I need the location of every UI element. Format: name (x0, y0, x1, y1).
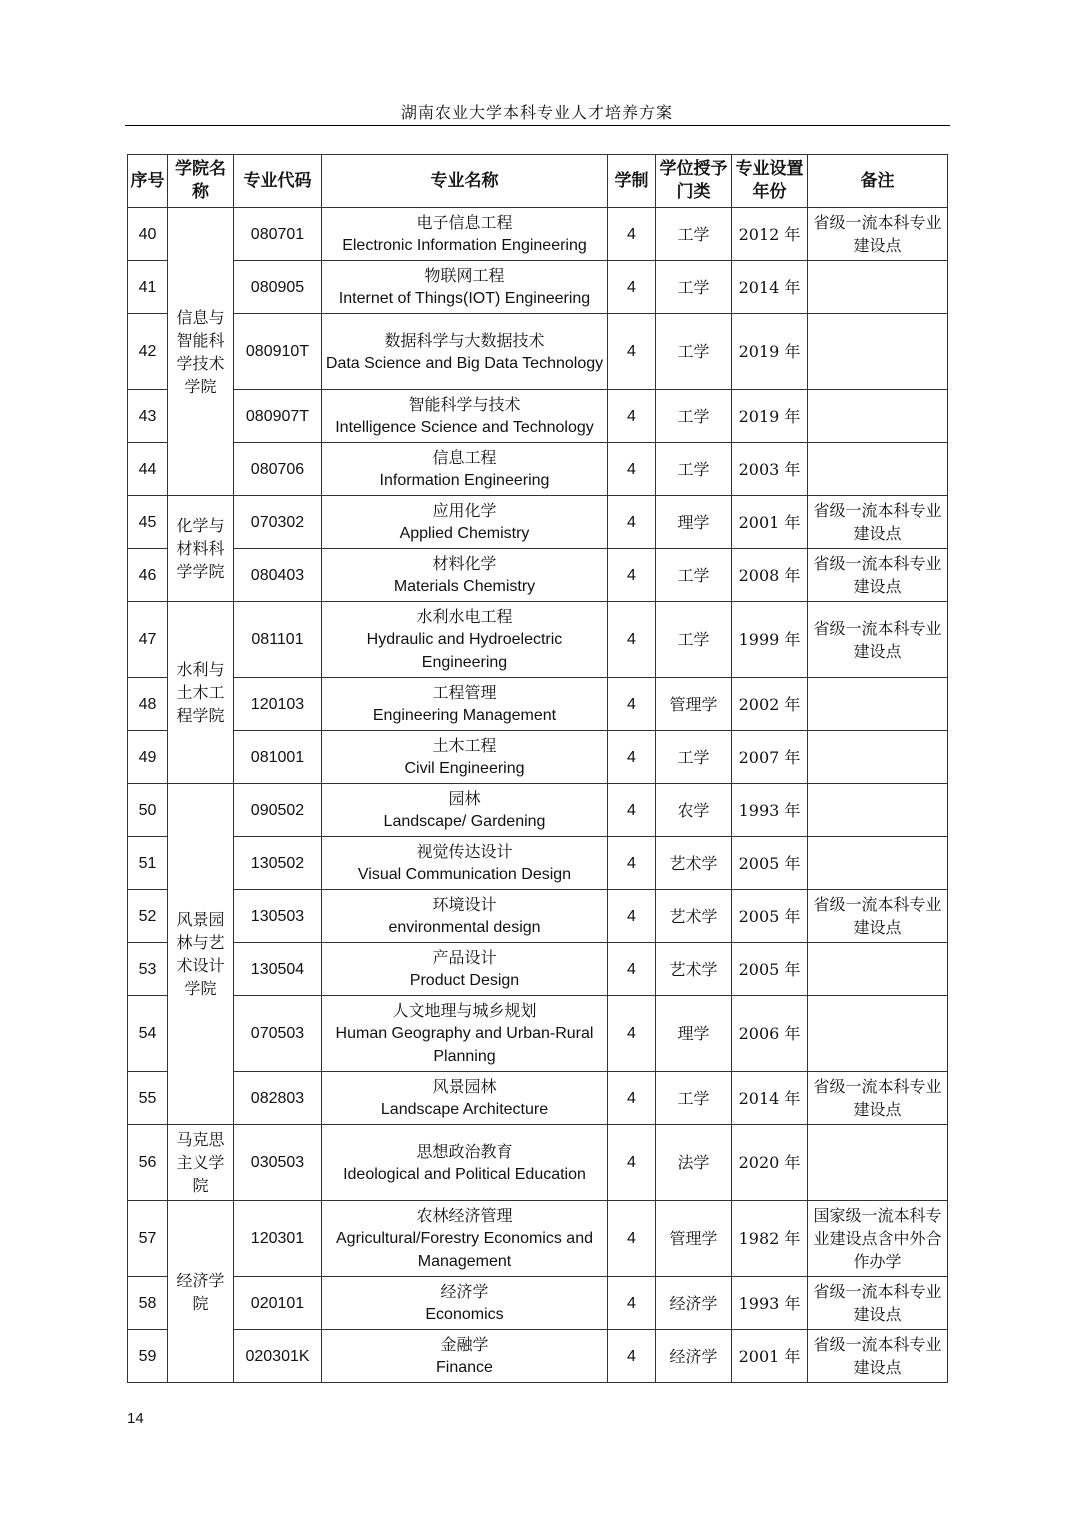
major-name-cn: 智能科学与技术 (408, 395, 521, 414)
table-row (128, 261, 948, 314)
remark (808, 261, 948, 314)
page-number: 14 (127, 1410, 144, 1427)
college-name: 水利与土木工程学院 (168, 602, 234, 784)
major-name-en: Intelligence Science and Technology (335, 419, 594, 436)
header-rule (125, 125, 950, 126)
table-row (128, 996, 948, 1072)
major-code: 020101 (234, 1277, 322, 1330)
degree-category: 工学 (656, 602, 732, 678)
degree-category: 工学 (656, 314, 732, 390)
major-name-en: Data Science and Big Data Technology (325, 354, 604, 372)
study-years: 4 (608, 1277, 656, 1330)
major-name-cn: 土木工程 (432, 736, 497, 755)
majors-table (127, 154, 948, 1383)
established-year: 2014 年 (732, 1072, 808, 1125)
study-years: 4 (608, 837, 656, 890)
degree-category: 理学 (656, 496, 732, 549)
study-years: 4 (608, 496, 656, 549)
remark (808, 784, 948, 837)
table-row (128, 837, 948, 890)
major-name-en: Ideological and Political Education (343, 1165, 586, 1183)
major-name (322, 261, 608, 314)
table-row (128, 390, 948, 443)
remark (808, 1125, 948, 1201)
major-name-en: Landscape Architecture (380, 1101, 549, 1118)
major-name-en: Civil Engineering (404, 760, 525, 777)
remark: 省级一流本科专业建设点 (808, 602, 948, 678)
row-number: 59 (128, 1330, 168, 1383)
remark: 省级一流本科专业建设点 (808, 496, 948, 549)
header-no: 序号 (128, 155, 168, 208)
row-number: 47 (128, 602, 168, 678)
major-name-cn: 材料化学 (432, 554, 497, 573)
table-row (128, 1330, 948, 1383)
major-code: 120103 (234, 678, 322, 731)
row-number: 45 (128, 496, 168, 549)
major-name-cn: 数据科学与大数据技术 (384, 330, 545, 350)
degree-category: 工学 (656, 1072, 732, 1125)
remark (808, 837, 948, 890)
major-code: 081001 (234, 731, 322, 784)
major-name-cn: 电子信息工程 (416, 213, 513, 232)
established-year: 2008 年 (732, 549, 808, 602)
remark: 省级一流本科专业建设点 (808, 890, 948, 943)
major-name (322, 784, 608, 837)
degree-category: 经济学 (656, 1330, 732, 1383)
remark (808, 443, 948, 496)
row-number: 48 (128, 678, 168, 731)
header-years: 学制 (608, 155, 656, 208)
established-year: 1982 年 (732, 1201, 808, 1277)
major-code: 082803 (234, 1072, 322, 1125)
header-degree: 学位授予门类 (656, 155, 732, 208)
major-name (322, 731, 608, 784)
degree-category: 法学 (656, 1125, 732, 1201)
major-name-cn: 思想政治教育 (416, 1141, 513, 1161)
major-name-en: Electronic Information Engineering (342, 237, 587, 254)
major-name (322, 1330, 608, 1383)
study-years: 4 (608, 314, 656, 390)
study-years: 4 (608, 602, 656, 678)
header-name: 专业名称 (322, 155, 608, 208)
major-name-cn: 金融学 (440, 1335, 489, 1354)
major-name-cn: 农林经济管理 (416, 1206, 513, 1225)
row-number: 40 (128, 208, 168, 261)
college-name: 马克思主义学院 (168, 1125, 234, 1201)
header-established: 专业设置年份 (732, 155, 808, 208)
degree-category: 艺术学 (656, 837, 732, 890)
major-name (322, 443, 608, 496)
degree-category: 理学 (656, 996, 732, 1072)
major-code: 080907T (234, 390, 322, 443)
established-year: 2007 年 (732, 731, 808, 784)
table-row (128, 314, 948, 390)
table-row (128, 549, 948, 602)
remark (808, 996, 948, 1072)
row-number: 55 (128, 1072, 168, 1125)
major-name-cn: 产品设计 (432, 948, 497, 967)
header-college: 学院名称 (168, 155, 234, 208)
degree-category: 艺术学 (656, 943, 732, 996)
major-name-en: Agricultural/Forestry Economics and Management (336, 1230, 593, 1270)
remark (808, 943, 948, 996)
established-year: 1999 年 (732, 602, 808, 678)
degree-category: 工学 (656, 390, 732, 443)
established-year: 2014 年 (732, 261, 808, 314)
major-name (322, 837, 608, 890)
established-year: 2001 年 (732, 1330, 808, 1383)
major-name-cn: 视觉传达设计 (416, 842, 513, 861)
established-year: 2002 年 (732, 678, 808, 731)
degree-category: 工学 (656, 208, 732, 261)
table-row (128, 890, 948, 943)
major-name-en: Human Geography and Urban-Rural Planning (335, 1025, 594, 1065)
degree-category: 工学 (656, 443, 732, 496)
college-name: 化学与材料科学学院 (168, 496, 234, 602)
major-code: 080905 (234, 261, 322, 314)
major-name-en: Applied Chemistry (399, 525, 530, 542)
study-years: 4 (608, 261, 656, 314)
degree-category: 管理学 (656, 1201, 732, 1277)
table-body (128, 208, 948, 1383)
college-name: 经济学院 (168, 1201, 234, 1383)
major-name-en: Visual Communication Design (357, 866, 572, 883)
major-name-en: Product Design (409, 972, 520, 989)
major-name (322, 678, 608, 731)
degree-category: 工学 (656, 731, 732, 784)
major-name-cn: 工程管理 (432, 683, 497, 702)
remark (808, 390, 948, 443)
row-number: 50 (128, 784, 168, 837)
row-number: 54 (128, 996, 168, 1072)
major-name-cn: 经济学 (440, 1282, 489, 1301)
major-name (322, 314, 608, 390)
major-name (322, 1201, 608, 1277)
study-years: 4 (608, 443, 656, 496)
major-name (322, 1125, 608, 1201)
remark (808, 314, 948, 390)
major-code: 130504 (234, 943, 322, 996)
major-code: 120301 (234, 1201, 322, 1277)
study-years: 4 (608, 678, 656, 731)
major-code: 130503 (234, 890, 322, 943)
major-name-en: Materials Chemistry (393, 578, 536, 595)
study-years: 4 (608, 943, 656, 996)
major-code: 080701 (234, 208, 322, 261)
study-years: 4 (608, 1072, 656, 1125)
established-year: 2020 年 (732, 1125, 808, 1201)
established-year: 2006 年 (732, 996, 808, 1072)
header-code: 专业代码 (234, 155, 322, 208)
row-number: 58 (128, 1277, 168, 1330)
major-name-cn: 环境设计 (432, 895, 497, 914)
major-name-cn: 信息工程 (432, 448, 497, 467)
remark: 省级一流本科专业建设点 (808, 549, 948, 602)
study-years: 4 (608, 784, 656, 837)
major-name-en: Internet of Things(IOT) Engineering (338, 290, 591, 307)
major-name (322, 602, 608, 678)
degree-category: 艺术学 (656, 890, 732, 943)
study-years: 4 (608, 731, 656, 784)
major-code: 081101 (234, 602, 322, 678)
major-name (322, 1072, 608, 1125)
degree-category: 管理学 (656, 678, 732, 731)
major-name-en: Finance (436, 1359, 493, 1376)
major-name (322, 496, 608, 549)
degree-category: 经济学 (656, 1277, 732, 1330)
major-name (322, 943, 608, 996)
table-header-row (128, 155, 948, 208)
degree-category: 工学 (656, 261, 732, 314)
major-name-en: Information Engineering (379, 472, 550, 489)
major-name (322, 996, 608, 1072)
study-years: 4 (608, 549, 656, 602)
major-name-cn: 应用化学 (432, 501, 497, 520)
established-year: 2005 年 (732, 890, 808, 943)
remark: 省级一流本科专业建设点 (808, 208, 948, 261)
study-years: 4 (608, 1125, 656, 1201)
major-name (322, 390, 608, 443)
table-row (128, 443, 948, 496)
established-year: 1993 年 (732, 784, 808, 837)
major-code: 080403 (234, 549, 322, 602)
major-code: 070503 (234, 996, 322, 1072)
major-code: 080706 (234, 443, 322, 496)
established-year: 1993 年 (732, 1277, 808, 1330)
table-row (128, 496, 948, 549)
remark: 省级一流本科专业建设点 (808, 1072, 948, 1125)
degree-category: 农学 (656, 784, 732, 837)
major-code: 090502 (234, 784, 322, 837)
college-name: 风景园林与艺术设计学院 (168, 784, 234, 1125)
row-number: 57 (128, 1201, 168, 1277)
row-number: 43 (128, 390, 168, 443)
major-code: 070302 (234, 496, 322, 549)
page-header-title: 湖南农业大学本科专业人才培养方案 (400, 103, 673, 122)
study-years: 4 (608, 1201, 656, 1277)
table-row (128, 1277, 948, 1330)
established-year: 2003 年 (732, 443, 808, 496)
major-name (322, 549, 608, 602)
degree-category: 工学 (656, 549, 732, 602)
row-number: 56 (128, 1125, 168, 1201)
table-row (128, 678, 948, 731)
established-year: 2005 年 (732, 943, 808, 996)
major-name-cn: 园林 (448, 789, 481, 808)
major-code: 020301K (234, 1330, 322, 1383)
header-remark: 备注 (808, 155, 948, 208)
study-years: 4 (608, 890, 656, 943)
major-name-en: Economics (425, 1306, 504, 1323)
major-name-en: Hydraulic and Hydroelectric Engineering (366, 631, 563, 671)
study-years: 4 (608, 1330, 656, 1383)
table-row (128, 1072, 948, 1125)
table-row (128, 943, 948, 996)
established-year: 2019 年 (732, 390, 808, 443)
established-year: 2005 年 (732, 837, 808, 890)
row-number: 42 (128, 314, 168, 390)
study-years: 4 (608, 208, 656, 261)
table-row (128, 1201, 948, 1277)
table-row (128, 731, 948, 784)
study-years: 4 (608, 996, 656, 1072)
study-years: 4 (608, 390, 656, 443)
major-name-en: Landscape/ Gardening (383, 813, 546, 830)
major-code: 080910T (234, 314, 322, 390)
established-year: 2012 年 (732, 208, 808, 261)
established-year: 2019 年 (732, 314, 808, 390)
row-number: 41 (128, 261, 168, 314)
table-row (128, 208, 948, 261)
row-number: 52 (128, 890, 168, 943)
remark (808, 678, 948, 731)
major-code: 130502 (234, 837, 322, 890)
major-name (322, 890, 608, 943)
row-number: 49 (128, 731, 168, 784)
remark: 国家级一流本科专业建设点含中外合作办学 (808, 1201, 948, 1277)
established-year: 2001 年 (732, 496, 808, 549)
row-number: 46 (128, 549, 168, 602)
college-name: 信息与智能科学技术学院 (168, 208, 234, 496)
table-row (128, 602, 948, 678)
table-row (128, 784, 948, 837)
row-number: 51 (128, 837, 168, 890)
table-row (128, 1125, 948, 1201)
remark: 省级一流本科专业建设点 (808, 1330, 948, 1383)
major-name-en: Engineering Management (372, 707, 557, 724)
major-name-cn: 风景园林 (432, 1077, 497, 1096)
row-number: 44 (128, 443, 168, 496)
major-name-cn: 人文地理与城乡规划 (392, 1001, 537, 1020)
major-name-cn: 水利水电工程 (416, 607, 513, 626)
remark: 省级一流本科专业建设点 (808, 1277, 948, 1330)
major-name-en: environmental design (388, 919, 541, 936)
major-name-cn: 物联网工程 (424, 266, 505, 285)
remark (808, 731, 948, 784)
major-name (322, 1277, 608, 1330)
major-name (322, 208, 608, 261)
row-number: 53 (128, 943, 168, 996)
major-code: 030503 (234, 1125, 322, 1201)
